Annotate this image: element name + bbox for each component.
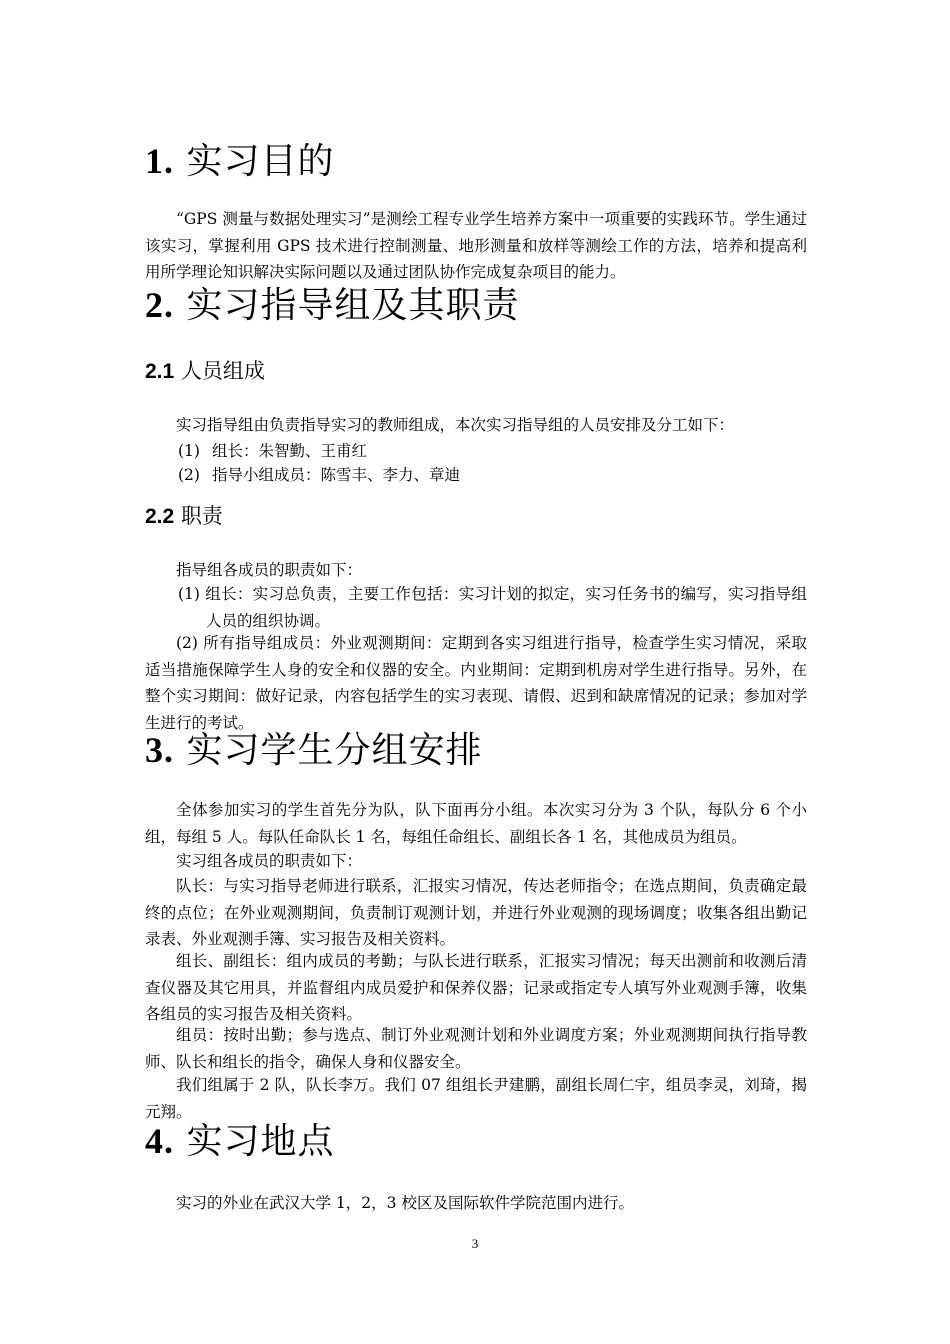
section-4-paragraph: 实习的外业在武汉大学 1，2，3 校区及国际软件学院范围内进行。: [176, 1194, 634, 1212]
page-number: 3: [471, 1236, 479, 1251]
section-1-paragraph: “GPS 测量与数据处理实习”是测绘工程专业学生培养方案中一项重要的实践环节。学生通过该实习，掌握利用 GPS 技术进行控制测量、地形测量和放样等测绘工作的方法，培养和提高利用所学理论知识解决实际问题以及通过团队协作完成复杂项目的能力。: [145, 210, 807, 281]
section-3-paragraph: 实习组各成员的职责如下：: [176, 852, 363, 870]
section-3-paragraph: 队长：与实习指导老师进行联系，汇报实习情况，传达老师指令；在选点期间，负责确定最终的点位；在外业观测期间，负责制订观测计划，并进行外业观测的现场调度；收集各组出勤记录表、外业观测手簿、实习报告及相关资料。: [145, 877, 807, 948]
section-title: 实习目的: [186, 141, 335, 182]
section-title: 实习地点: [186, 1121, 335, 1162]
subsection-number: 2.2: [145, 505, 175, 528]
section-2-heading: [145, 284, 519, 327]
list-item: [178, 462, 807, 489]
section-number: 4.: [145, 1121, 174, 1161]
section-4-heading: [145, 1120, 334, 1163]
list-item: [178, 438, 807, 465]
section-number: 2.: [145, 285, 174, 325]
section-3-paragraph: 组长、副组长：组内成员的考勤；与队长进行联系，汇报实习情况；每天出测前和收测后清查仪器及其它用具，并监督组内成员爱护和保养仪器；记录或指定专人填写外业观测手簿，收集各组员的实习报告及相关资料。: [145, 952, 807, 1023]
subsection-title: 职责: [180, 504, 223, 528]
section-1-heading: [145, 140, 334, 183]
section-3-heading: [145, 729, 482, 772]
section-number: 3.: [145, 730, 174, 770]
subsection-title: 人员组成: [180, 359, 265, 383]
list-item: (2) 所有指导组成员：外业观测期间：定期到各实习组进行指导，检查学生实习情况，采取适当措施保障学生人身的安全和仪器的安全。内业期间：定期到机房对学生进行指导。另外，在整个实习期间：做好记录，内容包括学生的实习表现、请假、迟到和缺席情况的记录；参加对学生进行的考试。: [145, 634, 807, 732]
list-item: (1) 组长：实习总负责，主要工作包括：实习计划的拟定，实习任务书的编写，实习指导组人员的组织协调。: [178, 585, 807, 630]
section-title: 实习学生分组安排: [186, 730, 483, 771]
subsection-2-2-intro: 指导组各成员的职责如下：: [176, 561, 363, 579]
list-marker: (2): [178, 466, 200, 484]
list-marker: (1): [178, 442, 200, 460]
subsection-number: 2.1: [145, 360, 175, 383]
section-3-paragraph: 组员：按时出勤；参与选点、制订外业观测计划和外业调度方案；外业观测期间执行指导教师、队长和组长的指令，确保人身和仪器安全。: [145, 1026, 807, 1071]
subsection-2-1-intro: 实习指导组由负责指导实习的教师组成，本次实习指导组的人员安排及分工如下：: [176, 416, 735, 434]
section-title: 实习指导组及其职责: [186, 285, 520, 326]
section-3-paragraph: 全体参加实习的学生首先分为队，队下面再分小组。本次实习分为 3 个队，每队分 6 个小组，每组 5 人。每队任命队长 1 名，每组任命组长、副组长各 1 名，其他成员为组员。: [145, 801, 807, 846]
list-item-text: 指导小组成员：陈雪丰、李力、章迪: [212, 466, 461, 484]
section-3-paragraph: 我们组属于 2 队，队长李万。我们 07 组组长尹建鹏，副组长周仁宇，组员李灵，刘琦，揭元翔。: [145, 1076, 807, 1121]
list-item-text: 组长：朱智勤、王甫红: [212, 442, 368, 460]
subsection-2-1-heading: [145, 358, 265, 385]
subsection-2-2-heading: [145, 503, 223, 530]
section-number: 1.: [145, 141, 174, 181]
